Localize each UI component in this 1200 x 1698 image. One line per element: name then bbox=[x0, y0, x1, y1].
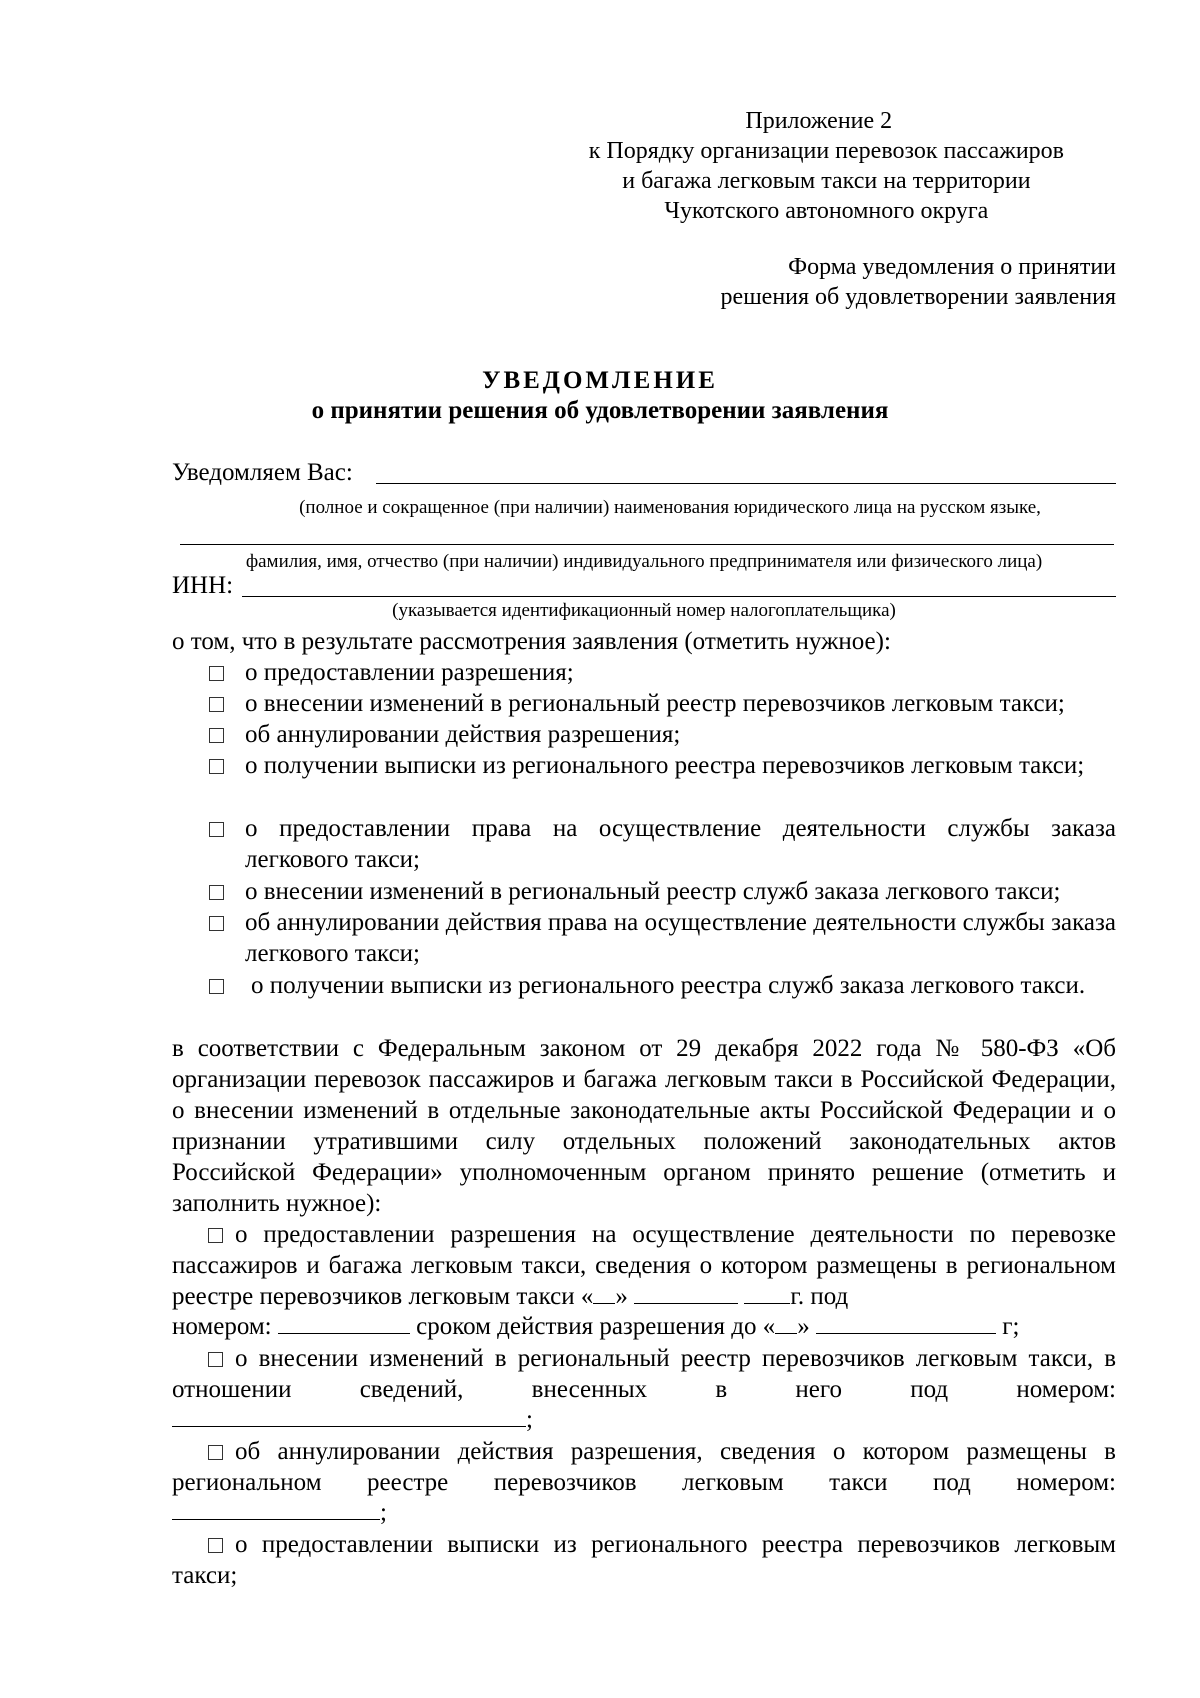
option-label: о предоставлении разрешения; bbox=[245, 659, 574, 686]
quote-mark: » bbox=[797, 1313, 810, 1340]
checkbox[interactable] bbox=[209, 759, 224, 774]
notify-name-field[interactable] bbox=[376, 483, 1116, 484]
decision-3-text: об аннулировании действия разрешения, сведения о котором размещены в региональном реестре перевозчиков легковым такси под номером: bbox=[172, 1438, 1116, 1496]
change-number-field[interactable] bbox=[172, 1406, 526, 1427]
decision-2-text: о внесении изменений в региональный реестр перевозчиков легковым такси, в отношении сведений, внесенных в него под номером: bbox=[172, 1345, 1116, 1403]
checkbox[interactable] bbox=[209, 728, 224, 743]
inn-label: ИНН: bbox=[172, 572, 234, 599]
appendix-line: Чукотского автономного округа bbox=[664, 198, 989, 224]
decision-1 bbox=[172, 1219, 1116, 1312]
decision-4 bbox=[172, 1529, 1116, 1591]
quote-mark: » bbox=[615, 1283, 628, 1310]
checkbox[interactable] bbox=[208, 1538, 223, 1553]
appendix-line: к Порядку организации перевозок пассажиров bbox=[588, 138, 1064, 164]
option-item bbox=[209, 657, 1116, 688]
year-suffix-2: г; bbox=[1002, 1313, 1020, 1340]
option-label: о внесении изменений в региональный реестр служб заказа легкового такси; bbox=[245, 878, 1061, 905]
checkbox[interactable] bbox=[209, 822, 224, 837]
term-date-field[interactable] bbox=[816, 1313, 996, 1334]
option-label: о получении выписки из регионального реестра служб заказа легкового такси. bbox=[251, 972, 1086, 999]
term-day-field[interactable] bbox=[775, 1313, 797, 1334]
option-item bbox=[209, 813, 1116, 875]
month-field[interactable] bbox=[634, 1283, 738, 1304]
checkbox[interactable] bbox=[208, 1228, 223, 1243]
intro-text: о том, что в результате рассмотрения заявления (отметить нужное): bbox=[172, 628, 891, 655]
option-item bbox=[209, 876, 1116, 907]
option-item bbox=[209, 688, 1116, 719]
inn-caption: (указывается идентификационный номер налогоплательщика) bbox=[392, 600, 896, 621]
notify-label: Уведомляем Вас: bbox=[172, 459, 353, 486]
option-item bbox=[209, 907, 1116, 969]
option-item bbox=[209, 750, 1116, 781]
semicolon: ; bbox=[526, 1406, 533, 1433]
day-field[interactable] bbox=[593, 1283, 615, 1304]
decision-4-text: о предоставлении выписки из регионального реестра перевозчиков легковым такси; bbox=[172, 1531, 1116, 1589]
number-label: номером: bbox=[172, 1313, 272, 1340]
appendix-line: Приложение 2 bbox=[745, 108, 893, 134]
appendix-block bbox=[589, 106, 1064, 226]
decision-3-line-3 bbox=[172, 1498, 387, 1528]
checkbox[interactable] bbox=[209, 916, 224, 931]
notify-caption-2: фамилия, имя, отчество (при наличии) индивидуального предпринимателя или физического лица) bbox=[245, 551, 1043, 572]
decision-2-line-3 bbox=[172, 1405, 533, 1435]
decision-1-text: о предоставлении разрешения на осуществление деятельности по перевозке пассажиров и багажа легковым такси, сведения о котором размещены в региональном реестре перевозчиков легковым такси « bbox=[172, 1221, 1116, 1310]
inn-field[interactable] bbox=[242, 596, 1116, 597]
checkbox[interactable] bbox=[209, 979, 224, 994]
law-paragraph: в соответствии с Федеральным законом от 29 декабря 2022 года № 580-ФЗ «Об организации перевозок пассажиров и багажа легковым такси в Российской Федерации, о внесении изменений в отдельные законодательные акты Российской Федерации и о признании утратившими силу отдельных положений законодательных актов Российской Федерации» уполномоченным органом принято решение (отметить и заполнить нужное): bbox=[172, 1035, 1116, 1217]
checkbox[interactable] bbox=[208, 1445, 223, 1460]
form-note-line: решения об удовлетворении заявления bbox=[720, 284, 1116, 310]
term-label: сроком действия разрешения до « bbox=[416, 1313, 776, 1340]
document-subtitle: о принятии решения об удовлетворении заявления bbox=[311, 397, 889, 424]
option-label: о получении выписки из регионального реестра перевозчиков легковым такси; bbox=[245, 752, 1085, 779]
year-suffix: г. под bbox=[790, 1283, 849, 1310]
option-label: о предоставлении права на осуществление деятельности службы заказа легкового такси; bbox=[245, 815, 1116, 873]
checkbox[interactable] bbox=[208, 1352, 223, 1367]
appendix-line: и багажа легковым такси на территории bbox=[622, 168, 1031, 194]
decision-2 bbox=[172, 1343, 1116, 1405]
document-title: УВЕДОМЛЕНИЕ bbox=[482, 367, 718, 394]
notify-caption-1: (полное и сокращенное (при наличии) наименования юридического лица на русском языке, bbox=[299, 497, 1041, 518]
decision-3 bbox=[172, 1436, 1116, 1498]
semicolon: ; bbox=[380, 1499, 387, 1526]
checkbox[interactable] bbox=[209, 697, 224, 712]
decision-1-line-4 bbox=[172, 1312, 1116, 1342]
checkbox[interactable] bbox=[209, 666, 224, 681]
permit-number-field[interactable] bbox=[278, 1313, 410, 1334]
form-note-line: Форма уведомления о принятии bbox=[788, 254, 1116, 280]
option-item bbox=[209, 719, 1116, 750]
option-item bbox=[209, 970, 1116, 1001]
option-label: об аннулировании действия права на осуществление деятельности службы заказа легкового такси; bbox=[245, 909, 1116, 967]
option-label: о внесении изменений в региональный реестр перевозчиков легковым такси; bbox=[245, 690, 1065, 717]
notify-name-field-2[interactable] bbox=[180, 544, 1114, 545]
checkbox[interactable] bbox=[209, 885, 224, 900]
form-note-block bbox=[721, 252, 1116, 312]
option-label: об аннулировании действия разрешения; bbox=[245, 721, 681, 748]
annul-number-field[interactable] bbox=[172, 1499, 380, 1520]
year-field[interactable] bbox=[744, 1283, 790, 1304]
